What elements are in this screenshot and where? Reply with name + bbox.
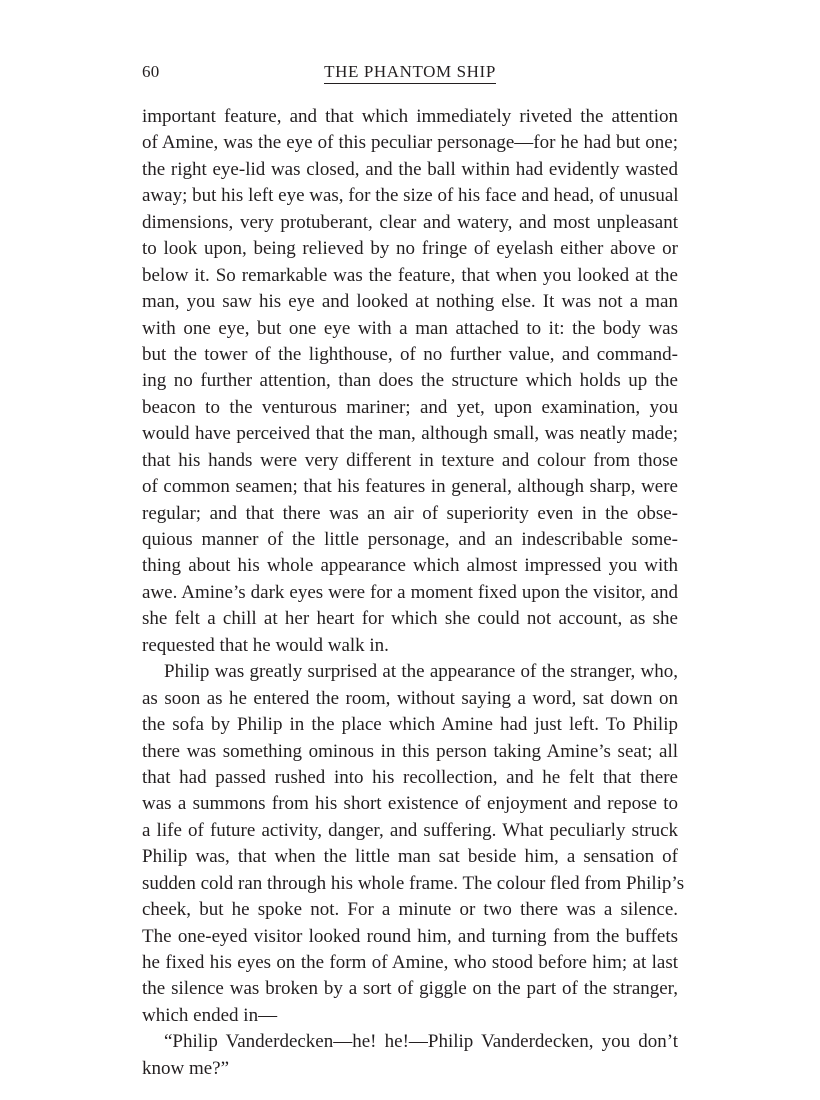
text-line: the sofa by Philip in the place which Amine had just left. To Philip — [142, 714, 678, 736]
running-title — [142, 62, 678, 84]
text-line: The one-eyed visitor looked round him, and turning from the buffets — [142, 925, 678, 947]
text-line: awe. Amine’s dark eyes were for a moment fixed upon the visitor, and — [142, 581, 678, 603]
text-line: she felt a chill at her heart for which she could not account, as she — [142, 608, 678, 630]
text-line: quious manner of the little personage, and an indescribable some- — [142, 529, 678, 550]
text-line: with one eye, but one eye with a man attached to it: the body was — [142, 317, 678, 339]
text-line: thing about his whole appearance which almost impressed you with — [142, 555, 678, 577]
text-line: Philip was, that when the little man sat beside him, a sensation of — [142, 846, 678, 868]
text-line: was a summons from his short existence of enjoyment and repose to — [142, 793, 678, 815]
text-line: a life of future activity, danger, and suffering. What peculiarly struck — [142, 819, 678, 841]
text-line: to look upon, being relieved by no fringe of eyelash either above or — [142, 238, 678, 260]
text-line: would have perceived that the man, although small, was neatly made; — [142, 423, 678, 445]
text-line: important feature, and that which immediately riveted the attention — [142, 106, 678, 127]
text-line: the right eye-lid was closed, and the ball within had evidently wasted — [142, 158, 678, 180]
text-line: of Amine, was the eye of this peculiar personage—for he had but one; — [142, 132, 678, 154]
text-line: ing no further attention, than does the structure which holds up the — [142, 370, 678, 392]
page-number: 60 — [142, 62, 160, 81]
paragraph-3 — [142, 1029, 678, 1082]
running-head — [142, 62, 678, 98]
text-line: as soon as he entered the room, without saying a word, sat down on — [142, 687, 678, 709]
text-line: man, you saw his eye and looked at nothing else. It was not a man — [142, 291, 678, 313]
text-line: but the tower of the lighthouse, of no further value, and command- — [142, 343, 678, 365]
paragraph-2 — [142, 659, 685, 1029]
text-line: Philip was greatly surprised at the appearance of the stranger, who, — [164, 661, 678, 683]
text-line: regular; and that there was an air of superiority even in the obse- — [142, 502, 678, 524]
paragraph-1 — [142, 104, 678, 659]
book-page — [142, 62, 685, 1082]
text-line: that his hands were very different in texture and colour from those — [142, 449, 678, 471]
text-line: know me?” — [142, 1057, 230, 1079]
text-line: away; but his left eye was, for the size of his face and head, of unusual — [142, 185, 679, 207]
text-line: of common seamen; that his features in general, although sharp, were — [142, 476, 678, 498]
text-line: there was something ominous in this person taking Amine’s seat; all — [142, 740, 678, 762]
text-line: below it. So remarkable was the feature, that when you looked at the — [142, 264, 678, 286]
text-line: that had passed rushed into his recollection, and he felt that there — [142, 766, 678, 788]
running-title-text: THE PHANTOM SHIP — [324, 62, 496, 84]
text-line: “Philip Vanderdecken—he! he!—Philip Vanderdecken, you don’t — [164, 1031, 678, 1053]
body-text — [142, 104, 685, 1082]
text-line: cheek, but he spoke not. For a minute or two there was a silence. — [142, 899, 678, 921]
text-line: requested that he would walk in. — [142, 634, 389, 656]
text-line: sudden cold ran through his whole frame. The colour fled from Philip’s — [142, 872, 685, 894]
text-line: he fixed his eyes on the form of Amine, who stood before him; at last — [142, 952, 678, 973]
text-line: beacon to the venturous mariner; and yet, upon examination, you — [142, 396, 678, 418]
text-line: dimensions, very protuberant, clear and watery, and most unpleasant — [142, 211, 678, 233]
text-line: which ended in— — [142, 1004, 278, 1026]
text-line: the silence was broken by a sort of giggle on the part of the stranger, — [142, 978, 678, 1000]
